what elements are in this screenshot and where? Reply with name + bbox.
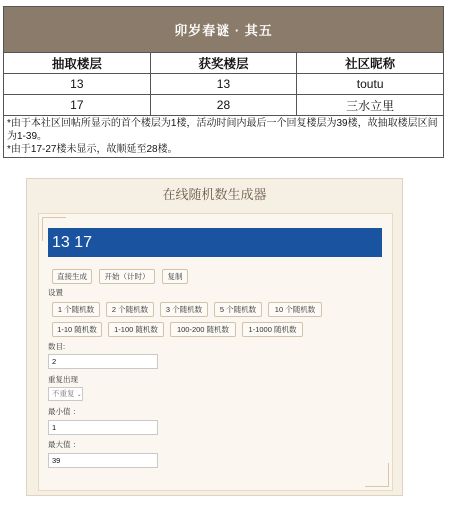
- chevron-down-icon: ⌄: [76, 392, 82, 398]
- table-header-row: [4, 53, 444, 74]
- generator-panel: [38, 213, 393, 491]
- preset-5-numbers-button[interactable]: 5 个随机数: [214, 302, 262, 317]
- preset-1-number-button[interactable]: 1 个随机数: [52, 302, 100, 317]
- cell-winning-floor: 28: [150, 95, 297, 116]
- table-row: [4, 74, 444, 95]
- range-1-1000-button[interactable]: 1-1000 随机数: [242, 322, 303, 337]
- repeat-label: 重复出现: [48, 375, 78, 384]
- header-nickname: 社区昵称: [297, 53, 444, 74]
- preset-2-numbers-button[interactable]: 2 个随机数: [106, 302, 154, 317]
- header-winning-floor: 获奖楼层: [150, 53, 297, 74]
- cell-nickname: toutu: [297, 74, 444, 95]
- max-label: 最大值 ：: [48, 440, 81, 449]
- table-row: [4, 95, 444, 116]
- range-1-100-button[interactable]: 1-100 随机数: [108, 322, 164, 337]
- table-title: 卯岁春谜 · 其五: [4, 7, 444, 53]
- copy-button[interactable]: 复制: [162, 269, 188, 284]
- ornament-corner: [365, 463, 389, 487]
- cell-nickname: 三水立里: [297, 95, 444, 116]
- max-input[interactable]: 39: [48, 453, 158, 468]
- range-1-10-button[interactable]: 1-10 随机数: [52, 322, 102, 337]
- preset-3-numbers-button[interactable]: 3 个随机数: [160, 302, 208, 317]
- repeat-select[interactable]: [48, 387, 83, 401]
- winners-table-section: [3, 6, 444, 158]
- random-generator-screenshot: [26, 178, 403, 496]
- table-notes: [4, 116, 444, 158]
- range-100-200-button[interactable]: 100-200 随机数: [170, 322, 236, 337]
- note-line: *由于17-27楼未显示，故顺延至28楼。: [7, 144, 178, 155]
- min-label: 最小值 ：: [48, 407, 81, 416]
- winners-table: [3, 6, 444, 158]
- settings-label: 设置: [48, 288, 63, 297]
- header-draw-floor: 抽取楼层: [4, 53, 151, 74]
- min-input[interactable]: 1: [48, 420, 158, 435]
- start-timer-button[interactable]: 开始（计时）: [99, 269, 155, 284]
- direct-generate-button[interactable]: 直接生成: [52, 269, 92, 284]
- cell-draw-floor: 17: [4, 95, 151, 116]
- count-label: 数目:: [48, 342, 66, 351]
- count-input[interactable]: 2: [48, 354, 158, 369]
- preset-10-numbers-button[interactable]: 10 个随机数: [268, 302, 322, 317]
- note-line: *由于本社区回帖所显示的首个楼层为1楼，活动时间内最后一个回复楼层为39楼，故抽取楼层区间为1-39。: [7, 118, 438, 142]
- cell-draw-floor: 13: [4, 74, 151, 95]
- result-display: 13 17: [48, 228, 382, 257]
- cell-winning-floor: 13: [150, 74, 297, 95]
- repeat-select-value: 不重复: [52, 389, 75, 398]
- generator-title: 在线随机数生成器: [162, 187, 267, 202]
